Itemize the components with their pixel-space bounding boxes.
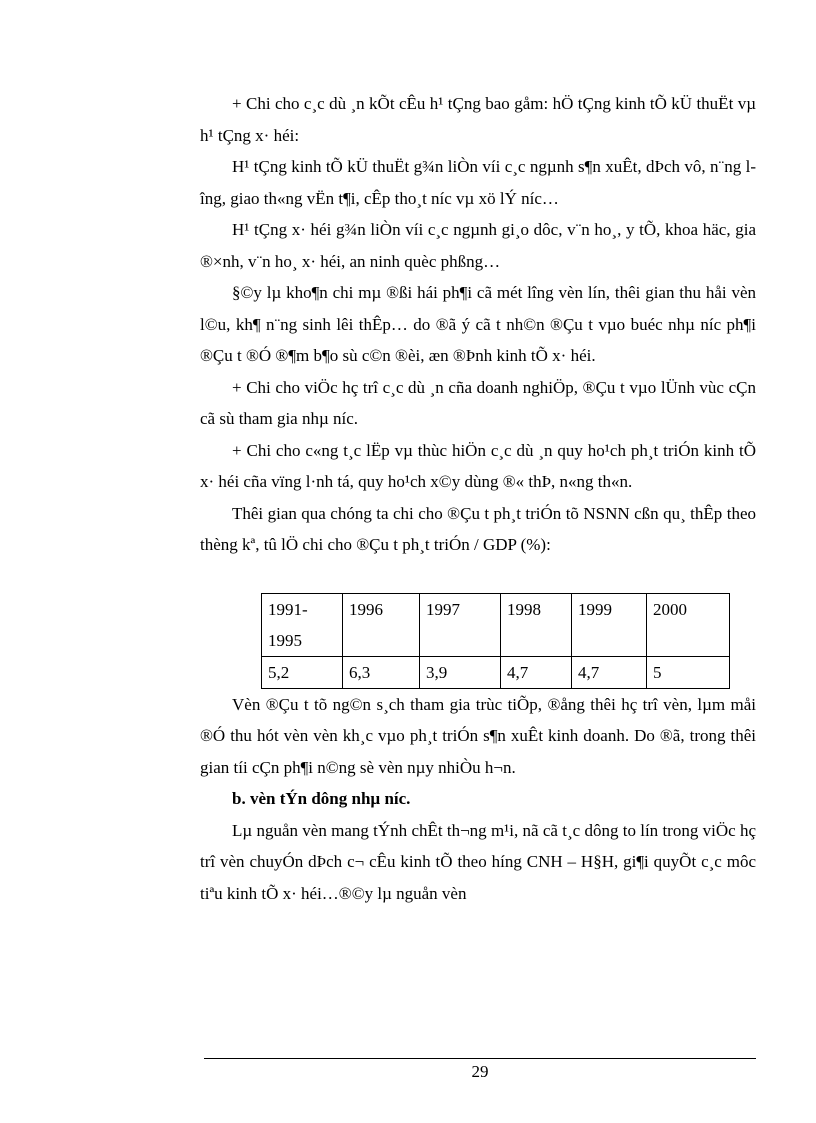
paragraph-planning-spending: + Chi cho c«ng t¸c lËp vµ thùc hiÖn c¸c dù ¸n quy ho¹ch ph¸t triÓn kinh tÕ x· héi cña vïng l·nh tá, quy ho¹ch x©y dùng ®« thÞ, n«ng th«n.	[200, 440, 756, 491]
table-header-cell: 1999	[572, 593, 647, 656]
table-header-cell: 1998	[501, 593, 572, 656]
table-cell: 3,9	[420, 656, 501, 688]
table-header-cell: 1996	[343, 593, 420, 656]
investment-ratio-table	[261, 593, 730, 689]
paragraph-technical-infrastructure: H¹ tÇng kinh tÕ kÜ thuËt g¾n liÒn víi c¸c ngµnh s¶n xuÊt, dÞch vô, n¨ng lîng, giao th«ng vËn t¶i, cÊp tho¸t níc vµ xö lÝ níc…	[200, 157, 756, 208]
table-header-cell: 2000	[647, 593, 730, 656]
paragraph-enterprise-support: + Chi cho viÖc hç trî c¸c dù ¸n cña doanh nghiÖp, ®Çu t vµo lÜnh vùc cÇn cã sù tham gia nhµ níc.	[200, 377, 756, 428]
table-cell: 5	[647, 656, 730, 688]
table-cell: 5,2	[262, 656, 343, 688]
table-cell: 4,7	[501, 656, 572, 688]
table-cell: 4,7	[572, 656, 647, 688]
table-row	[262, 656, 730, 688]
paragraph-capital-requirement: §©y lµ kho¶n chi mµ ®ßi hái ph¶i cã mét lîng vèn lín, thêi gian thu håi vèn l©u, kh¶ n¨ng sinh lêi thÊp… do ®ã ý cã t nh©n ®Çu t vµo buéc nhµ níc ph¶i ®Çu t ®Ó ®¶m b¶o sù c©n ®èi, æn ®Þnh kinh tÕ x· héi.	[200, 283, 756, 365]
page-number: 29	[471, 1062, 489, 1081]
paragraph-investment-ratio-intro: Thêi gian qua chóng ta chi cho ®Çu t ph¸t triÓn tõ NSNN cßn qu¸ thÊp theo thèng kª, tû lÖ chi cho ®Çu t ph¸t triÓn / GDP (%):	[200, 503, 756, 554]
table-cell: 6,3	[343, 656, 420, 688]
paragraph-social-infrastructure: H¹ tÇng x· héi g¾n liÒn víi c¸c ngµnh gi¸o dôc, v¨n ho¸, y tÕ, khoa häc, gia ®×nh, v¨n ho¸ x· héi, an ninh quèc phßng…	[200, 220, 756, 271]
paragraph-infrastructure-spending: + Chi cho c¸c dù ¸n kÕt cÊu h¹ tÇng bao gåm: hÖ tÇng kinh tÕ kÜ thuËt vµ h¹ tÇng x· héi:	[200, 94, 756, 145]
table-header-cell: 1991-1995	[262, 593, 343, 656]
footer-divider	[204, 1058, 756, 1059]
paragraph-budget-capital: Vèn ®Çu t tõ ng©n s¸ch tham gia trùc tiÕp, ®ång thêi hç trî vèn, lµm måi ®Ó thu hót vèn vèn kh¸c vµo ph¸t triÓn s¶n xuÊt kinh doanh. Do ®ã, trong thêi gian tíi cÇn ph¶i n©ng sè vèn nµy nhiÒu h¬n.	[200, 694, 756, 777]
table-header-row	[262, 593, 730, 656]
table-header-cell: 1997	[420, 593, 501, 656]
page-content	[200, 88, 756, 909]
paragraph-state-credit: Lµ nguån vèn mang tÝnh chÊt th¬ng m¹i, nã cã t¸c dông to lín trong viÖc hç trî vèn chuyÓn dÞch c¬ cÊu kinh tÕ theo híng CNH – H§H, gi¶i quyÕt c¸c môc tiªu kinh tÕ x· héi…®©y lµ nguån vèn	[200, 820, 756, 903]
section-heading: b. vèn tÝn dông nhµ níc.	[232, 789, 411, 808]
